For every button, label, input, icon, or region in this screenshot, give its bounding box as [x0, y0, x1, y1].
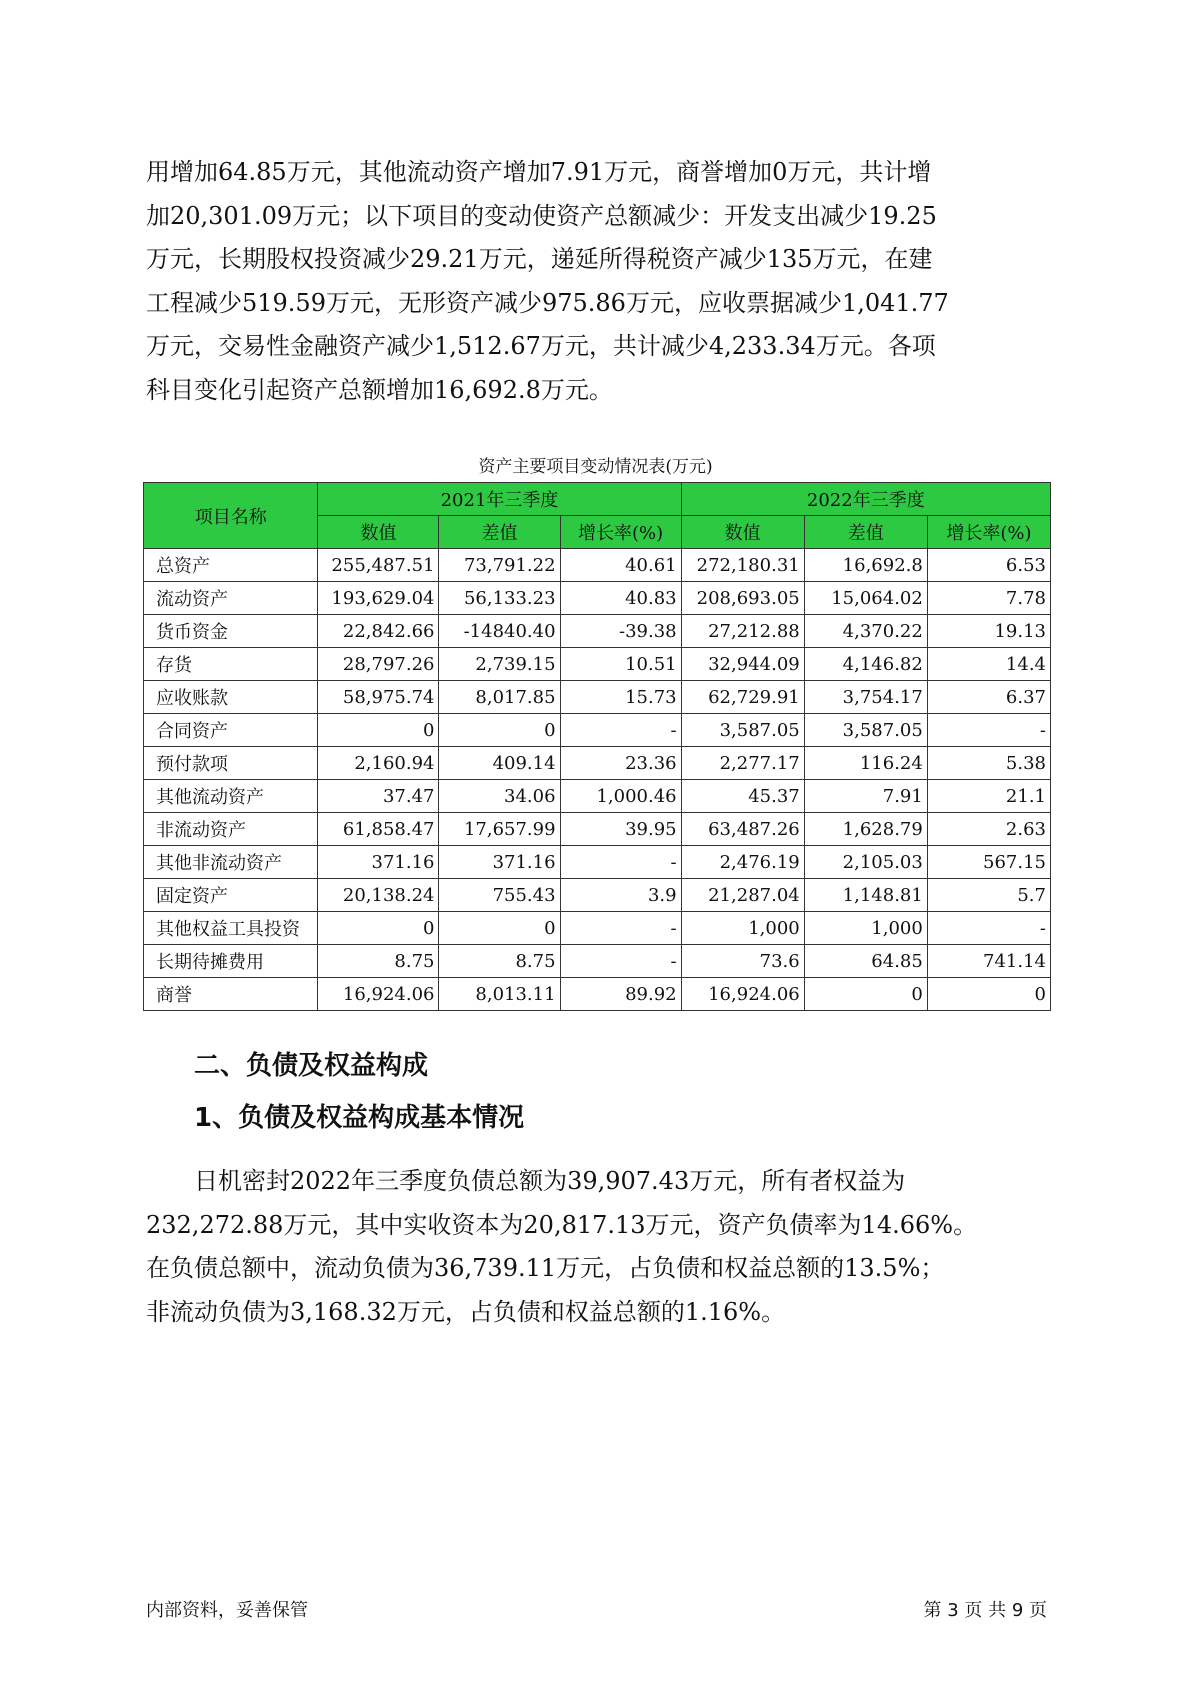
table-cell: 0: [804, 978, 927, 1011]
table-cell: 63,487.26: [681, 813, 804, 846]
table-cell: -14840.40: [439, 615, 560, 648]
row-item-name: 其他权益工具投资: [144, 912, 318, 945]
table-cell: 21.1: [927, 780, 1050, 813]
table-cell: 15.73: [560, 681, 681, 714]
table-cell: 28,797.26: [318, 648, 439, 681]
table-cell: 1,628.79: [804, 813, 927, 846]
table-row: [144, 714, 1051, 747]
table-cell: 7.91: [804, 780, 927, 813]
subheader-diff: 差值: [439, 516, 560, 549]
paragraph-liabilities: [146, 1160, 1048, 1334]
table-cell: 4,146.82: [804, 648, 927, 681]
row-item-name: 长期待摊费用: [144, 945, 318, 978]
table-row: [144, 846, 1051, 879]
table-cell: 371.16: [318, 846, 439, 879]
table-cell: -: [560, 714, 681, 747]
table-cell: 3,754.17: [804, 681, 927, 714]
header-group-2021: 2021年三季度: [318, 483, 681, 516]
table-cell: 1,000: [804, 912, 927, 945]
table-cell: 39.95: [560, 813, 681, 846]
table-cell: 62,729.91: [681, 681, 804, 714]
table-cell: 7.78: [927, 582, 1050, 615]
paragraph-line: 加20,301.09万元；以下项目的变动使资产总额减少：开发支出减少19.25: [146, 201, 937, 230]
table-cell: 22,842.66: [318, 615, 439, 648]
table-row: [144, 615, 1051, 648]
table-cell: 23.36: [560, 747, 681, 780]
table-cell: 2,105.03: [804, 846, 927, 879]
table-cell: 8,013.11: [439, 978, 560, 1011]
table-cell: 0: [439, 714, 560, 747]
table-cell: 1,000: [681, 912, 804, 945]
row-item-name: 其他非流动资产: [144, 846, 318, 879]
table-cell: 3.9: [560, 879, 681, 912]
row-item-name: 非流动资产: [144, 813, 318, 846]
subheader-value: 数值: [318, 516, 439, 549]
table-cell: 1,000.46: [560, 780, 681, 813]
row-item-name: 合同资产: [144, 714, 318, 747]
table-cell: 0: [927, 978, 1050, 1011]
table-cell: 40.83: [560, 582, 681, 615]
table-cell: 371.16: [439, 846, 560, 879]
table-cell: 208,693.05: [681, 582, 804, 615]
table-cell: -: [927, 912, 1050, 945]
table-cell: 40.61: [560, 549, 681, 582]
table-cell: 73.6: [681, 945, 804, 978]
table-cell: 73,791.22: [439, 549, 560, 582]
table-cell: 8,017.85: [439, 681, 560, 714]
asset-change-table: [143, 482, 1051, 1011]
table-cell: 272,180.31: [681, 549, 804, 582]
table-cell: 5.7: [927, 879, 1050, 912]
table-cell: 19.13: [927, 615, 1050, 648]
table-cell: -: [927, 714, 1050, 747]
table-cell: 6.53: [927, 549, 1050, 582]
table-caption: 资产主要项目变动情况表(万元): [478, 457, 713, 477]
table-cell: 116.24: [804, 747, 927, 780]
table-row: [144, 813, 1051, 846]
table-row: [144, 978, 1051, 1011]
row-item-name: 应收账款: [144, 681, 318, 714]
subheader-growth: 增长率(%): [560, 516, 681, 549]
table-cell: 8.75: [318, 945, 439, 978]
table-cell: 45.37: [681, 780, 804, 813]
table-cell: 16,692.8: [804, 549, 927, 582]
table-cell: 255,487.51: [318, 549, 439, 582]
table-cell: 567.15: [927, 846, 1050, 879]
table-cell: 2,476.19: [681, 846, 804, 879]
table-cell: 2,277.17: [681, 747, 804, 780]
header-item-name: 项目名称: [144, 483, 318, 549]
table-cell: -39.38: [560, 615, 681, 648]
table-cell: 741.14: [927, 945, 1050, 978]
table-cell: 755.43: [439, 879, 560, 912]
table-row: [144, 582, 1051, 615]
table-cell: 14.4: [927, 648, 1050, 681]
table-cell: 0: [318, 912, 439, 945]
table-row: [144, 912, 1051, 945]
row-item-name: 预付款项: [144, 747, 318, 780]
subheader-growth: 增长率(%): [927, 516, 1050, 549]
table-cell: 2,739.15: [439, 648, 560, 681]
table-cell: 8.75: [439, 945, 560, 978]
paragraph-line: 万元，交易性金融资产减少1,512.67万元，共计减少4,233.34万元。各项: [146, 332, 936, 360]
table-cell: 21,287.04: [681, 879, 804, 912]
table-cell: 16,924.06: [318, 978, 439, 1011]
table-cell: 0: [318, 714, 439, 747]
table-cell: -: [560, 945, 681, 978]
table-cell: 20,138.24: [318, 879, 439, 912]
paragraph-line: 在负债总额中，流动负债为36,739.11万元，占负债和权益总额的13.5%；: [146, 1254, 945, 1282]
table-row: [144, 747, 1051, 780]
paragraph-line: 工程减少519.59万元，无形资产减少975.86万元，应收票据减少1,041.77: [146, 288, 949, 317]
table-cell: 64.85: [804, 945, 927, 978]
table-cell: 3,587.05: [804, 714, 927, 747]
paragraph-asset-changes: [146, 151, 1048, 412]
paragraph-line: 非流动负债为3,168.32万元，占负债和权益总额的1.16%。: [146, 1297, 786, 1326]
paragraph-line: 用增加64.85万元，其他流动资产增加7.91万元，商誉增加0万元，共计增: [146, 158, 932, 186]
table-cell: 193,629.04: [318, 582, 439, 615]
table-cell: 1,148.81: [804, 879, 927, 912]
table-row: [144, 549, 1051, 582]
table-cell: 0: [439, 912, 560, 945]
footer-page-number: 第 3 页 共 9 页: [923, 1600, 1047, 1621]
table-cell: 34.06: [439, 780, 560, 813]
row-item-name: 货币资金: [144, 615, 318, 648]
footer-confidential-note: 内部资料，妥善保管: [146, 1600, 308, 1621]
section-heading: 二、负债及权益构成: [194, 1051, 429, 1081]
table-cell: 27,212.88: [681, 615, 804, 648]
row-item-name: 商誉: [144, 978, 318, 1011]
table-cell: 2,160.94: [318, 747, 439, 780]
paragraph-line: 科目变化引起资产总额增加16,692.8万元。: [146, 375, 613, 404]
table-cell: 2.63: [927, 813, 1050, 846]
table-cell: 4,370.22: [804, 615, 927, 648]
table-row: [144, 780, 1051, 813]
table-cell: 3,587.05: [681, 714, 804, 747]
table-body: [144, 549, 1051, 1011]
row-item-name: 固定资产: [144, 879, 318, 912]
subsection-heading: 1、负债及权益构成基本情况: [194, 1103, 525, 1133]
table-cell: 89.92: [560, 978, 681, 1011]
table-row: [144, 879, 1051, 912]
subheader-value: 数值: [681, 516, 804, 549]
table-cell: 10.51: [560, 648, 681, 681]
header-group-2022: 2022年三季度: [681, 483, 1050, 516]
table-cell: 16,924.06: [681, 978, 804, 1011]
table-cell: 409.14: [439, 747, 560, 780]
table-cell: 37.47: [318, 780, 439, 813]
paragraph-line: 232,272.88万元，其中实收资本为20,817.13万元，资产负债率为14.66%。: [146, 1210, 978, 1239]
table-row: [144, 648, 1051, 681]
table-cell: 5.38: [927, 747, 1050, 780]
table-cell: 32,944.09: [681, 648, 804, 681]
table-cell: 15,064.02: [804, 582, 927, 615]
row-item-name: 其他流动资产: [144, 780, 318, 813]
table-cell: -: [560, 912, 681, 945]
paragraph-line: 日机密封2022年三季度负债总额为39,907.43万元，所有者权益为: [194, 1167, 906, 1195]
paragraph-line: 万元，长期股权投资减少29.21万元，递延所得税资产减少135万元，在建: [146, 245, 933, 273]
table-cell: 17,657.99: [439, 813, 560, 846]
table-cell: 58,975.74: [318, 681, 439, 714]
table-row: [144, 945, 1051, 978]
row-item-name: 流动资产: [144, 582, 318, 615]
row-item-name: 总资产: [144, 549, 318, 582]
table-cell: -: [560, 846, 681, 879]
subheader-diff: 差值: [804, 516, 927, 549]
table-cell: 6.37: [927, 681, 1050, 714]
table-row: [144, 681, 1051, 714]
table-cell: 56,133.23: [439, 582, 560, 615]
row-item-name: 存货: [144, 648, 318, 681]
table-cell: 61,858.47: [318, 813, 439, 846]
